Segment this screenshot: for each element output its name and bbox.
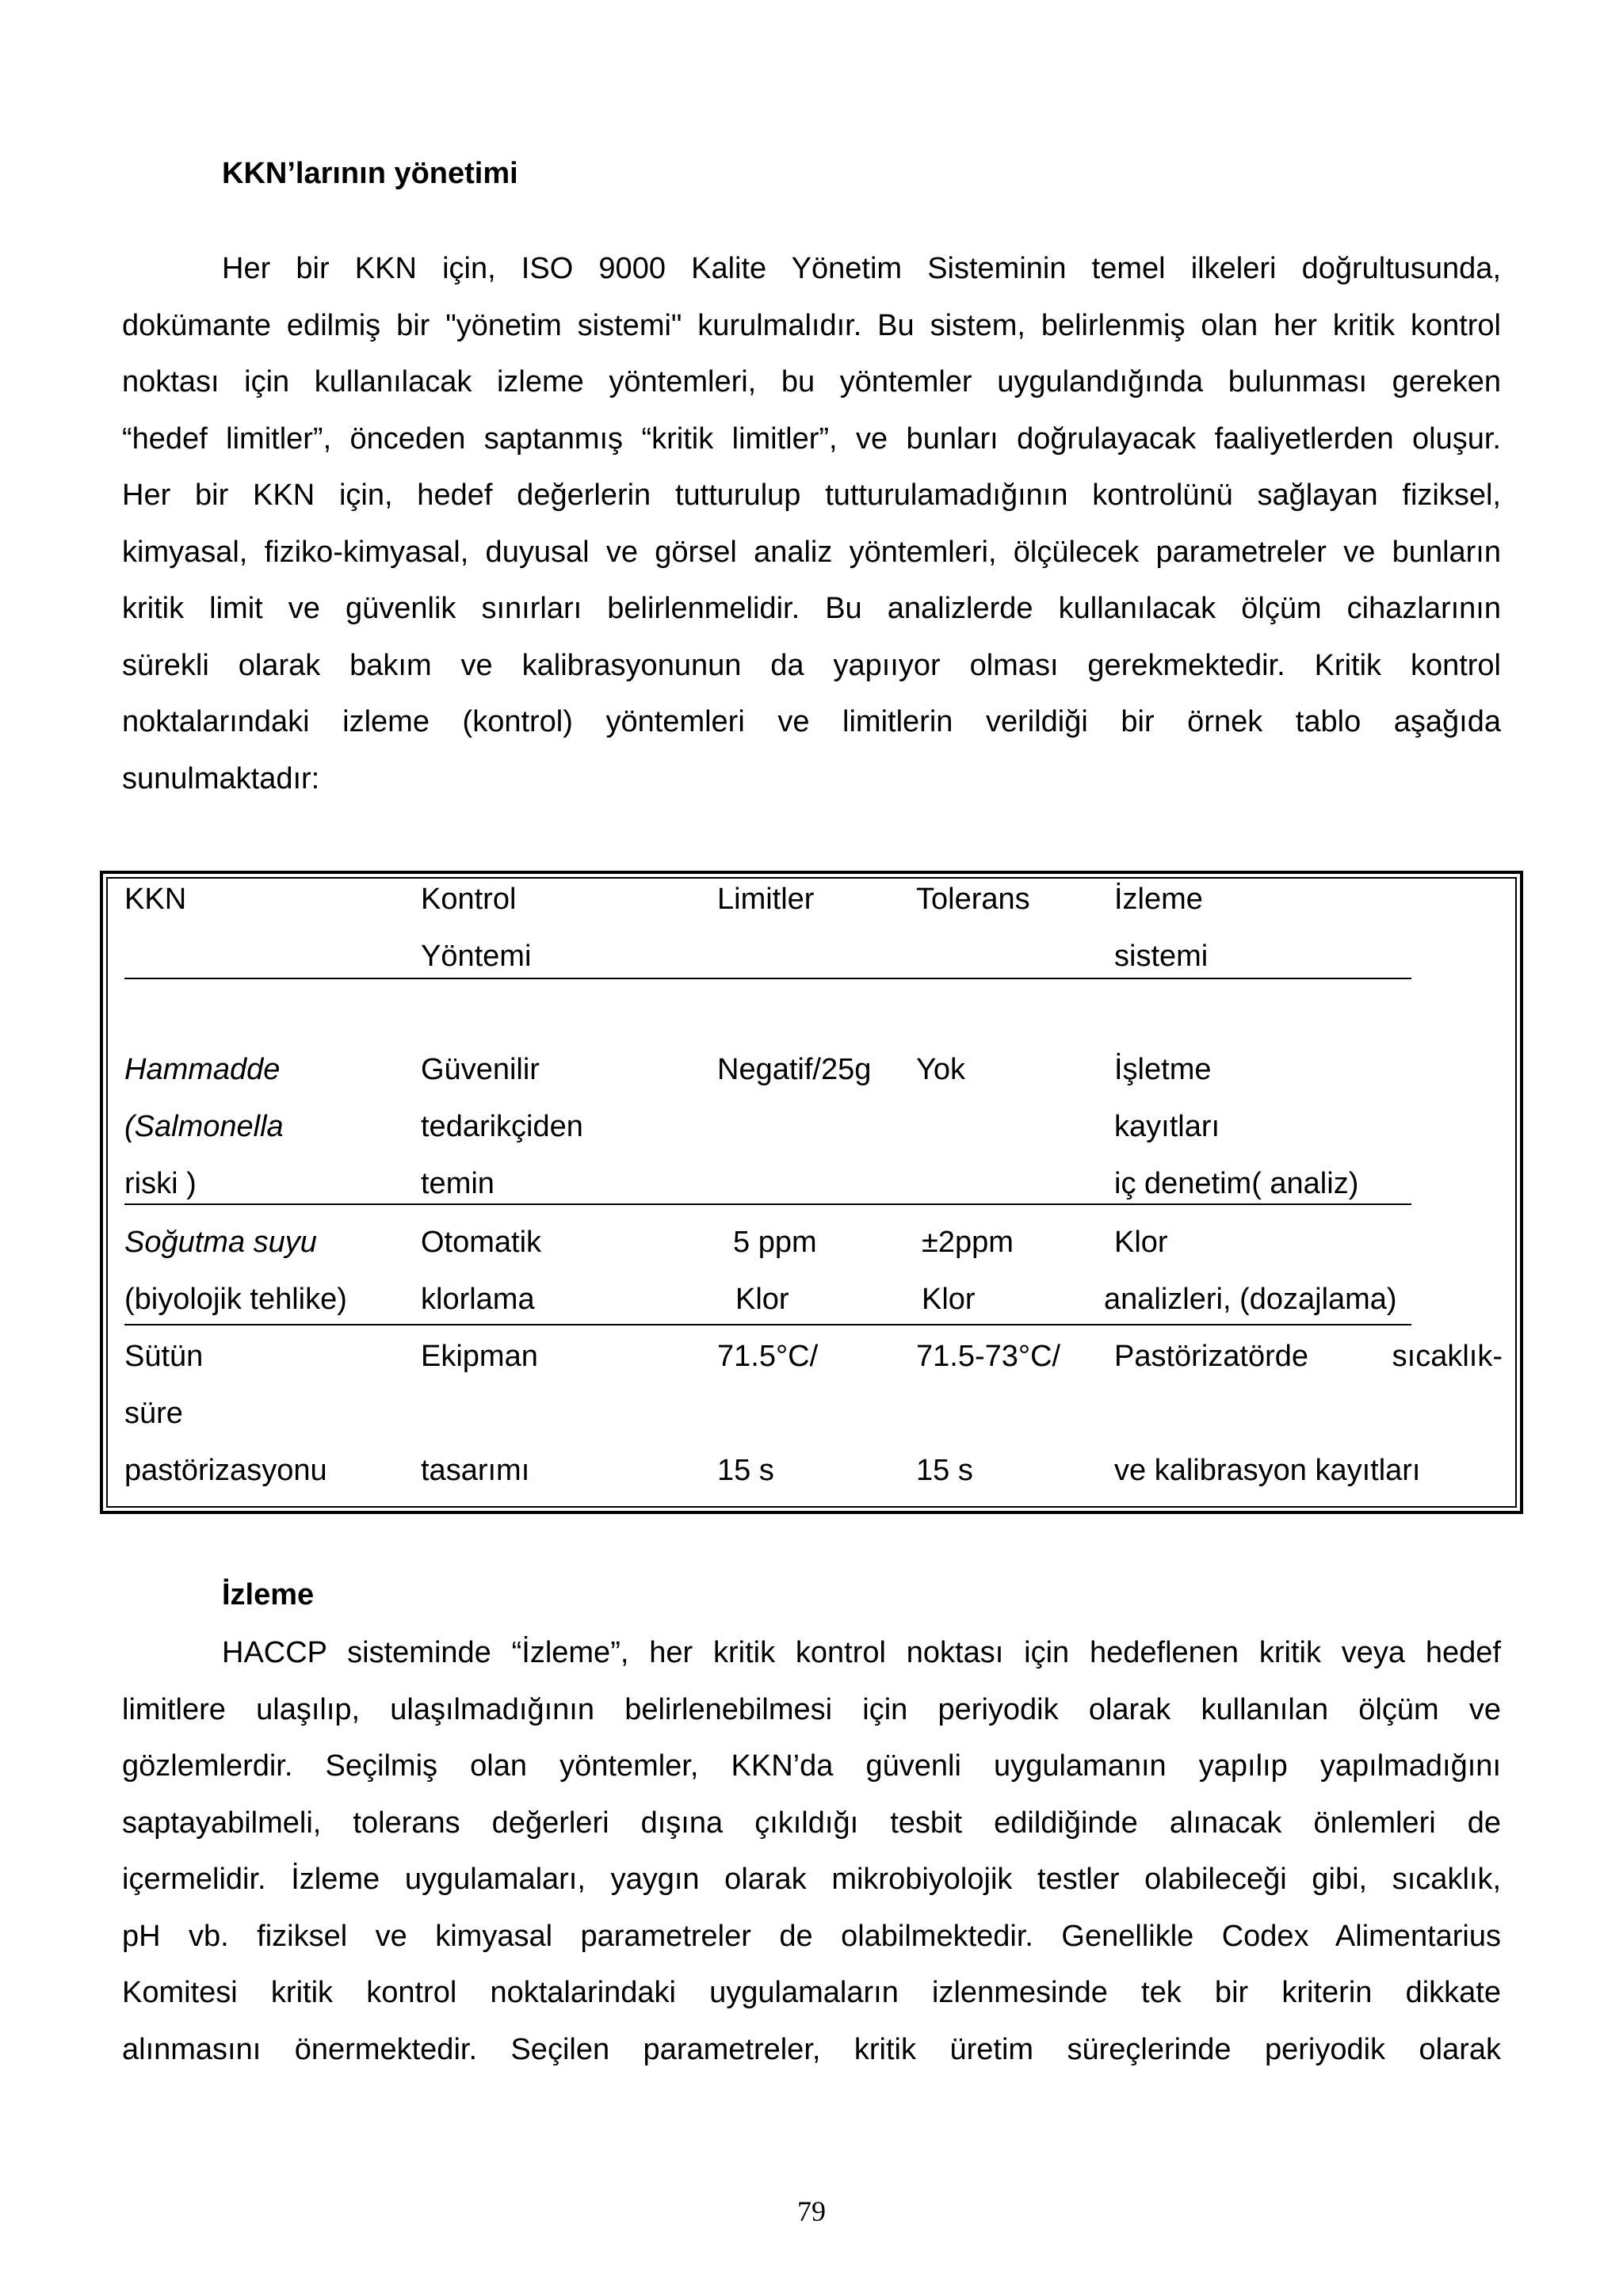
paragraph-line: limitlere ulaşılıp, ulaşılmadığının belirlenebilmesi için periyodik olarak kullanılan ölçüm ve: [122, 1692, 1501, 1726]
table-header-kkn: KKN: [124, 883, 187, 916]
table-divider: [124, 1324, 1411, 1325]
paragraph-line: Her bir KKN için, hedef değerlerin tutturulup tutturulamadığının kontrolünü sağlayan fiziksel,: [122, 479, 1501, 512]
table-cell-izleme: Klor analizleri, (dozajlama): [1104, 1226, 1397, 1316]
table-cell-kontrol: Ekipman tasarımı: [421, 1340, 538, 1487]
table-cell-izleme: Pastörizatörde sıcaklık- ve kalibrasyon kayıtları: [1114, 1340, 1503, 1487]
paragraph-line: kritik limit ve güvenlik sınırları belirlenmelidir. Bu analizlerde kullanılacak ölçüm cihazlarının: [122, 592, 1501, 625]
paragraph-line: pH vb. fiziksel ve kimyasal parametreler de olabilmektedir. Genellikle Codex Alimentarius: [122, 1919, 1501, 1953]
paragraph-line: sürekli olarak bakım ve kalibrasyonunun da yapııyor olması gerekmektedir. Kritik kontrol: [122, 648, 1501, 682]
table-header-izleme: İzleme sistemi: [1114, 883, 1209, 973]
section-heading-kkn-management: KKN’larının yönetimi: [222, 157, 518, 190]
table-divider: [124, 1203, 1411, 1205]
paragraph-line: gözlemlerdir. Seçilmiş olan yöntemler, KKN’da güvenli uygulamanın yapılıp yapılmadığını: [122, 1749, 1501, 1783]
paragraph-line: sunulmaktadır:: [122, 761, 320, 795]
table-cell-limitler: 5 ppm Klor: [733, 1226, 817, 1316]
paragraph-line: HACCP sisteminde “İzleme”, her kritik kontrol noktası için hedeflenen kritik veya hedef: [222, 1636, 1501, 1669]
paragraph-line: Komitesi kritik kontrol noktalarindaki uygulamaların izlenmesinde tek bir kriterin dikkate: [122, 1976, 1501, 2009]
paragraph-line: noktalarındaki izleme (kontrol) yöntemleri ve limitlerin verildiği bir örnek tablo aşağıda: [122, 705, 1501, 738]
page-number: 79: [797, 2195, 826, 2227]
section-heading-izleme: İzleme: [222, 1578, 315, 1611]
table-cell-kkn: Hammadde (Salmonella riski ): [124, 1053, 284, 1200]
paragraph-line: noktası için kullanılacak izleme yöntemleri, bu yöntemler uygulandığında bulunması gereken: [122, 365, 1501, 399]
paragraph-izleme: [122, 1625, 1501, 2078]
table-cell-tolerans: Yok: [916, 1053, 965, 1086]
table-header-limitler: Limitler: [717, 883, 815, 916]
paragraph-line: dokümante edilmiş bir "yönetim sistemi" kurulmalıdır. Bu sistem, belirlenmiş olan her kritik kontrol: [122, 308, 1501, 342]
table-cell-limitler: 71.5°C/ 15 s: [717, 1340, 819, 1487]
paragraph-line: “hedef limitler”, önceden saptanmış “kritik limitler”, ve bunları doğrulayacak faaliyetlerden oluşur.: [122, 421, 1501, 456]
table-cell-kontrol: Otomatik klorlama: [421, 1226, 542, 1316]
table-cell-tolerans: ±2ppm Klor: [922, 1226, 1014, 1316]
paragraph-line: kimyasal, fiziko-kimyasal, duyusal ve görsel analiz yöntemleri, ölçülecek parametreler ve bunların: [122, 535, 1501, 569]
paragraph-line: içermelidir. İzleme uygulamaları, yaygın olarak mikrobiyolojik testler olabileceği gibi, sıcaklık,: [122, 1863, 1501, 1896]
table-header-tolerans: Tolerans: [916, 883, 1030, 916]
table-cell-izleme: İşletme kayıtları iç denetim( analiz): [1114, 1053, 1359, 1200]
table-cell-tolerans: 71.5-73°C/ 15 s: [916, 1340, 1061, 1487]
paragraph-line: Her bir KKN için, ISO 9000 Kalite Yönetim Sisteminin temel ilkeleri doğrultusunda,: [222, 252, 1501, 285]
table-divider: [124, 978, 1411, 979]
table-cell-limitler: Negatif/25g: [717, 1053, 872, 1086]
paragraph-line: alınmasını önermektedir. Seçilen parametreler, kritik üretim süreçlerinde periyodik olarak: [122, 2032, 1501, 2066]
table-header-kontrol: Kontrol Yöntemi: [421, 883, 532, 973]
paragraph-line: saptayabilmeli, tolerans değerleri dışına çıkıldığı tesbit edildiğinde alınacak önlemleri de: [122, 1806, 1501, 1840]
table-cell-kkn: Soğutma suyu (biyolojik tehlike): [124, 1226, 347, 1316]
table-cell-kkn: Sütün süre pastörizasyonu: [124, 1340, 327, 1487]
paragraph-kkn-management: [122, 241, 1501, 807]
table-cell-kontrol: Güvenilir tedarikçiden temin: [421, 1053, 583, 1200]
